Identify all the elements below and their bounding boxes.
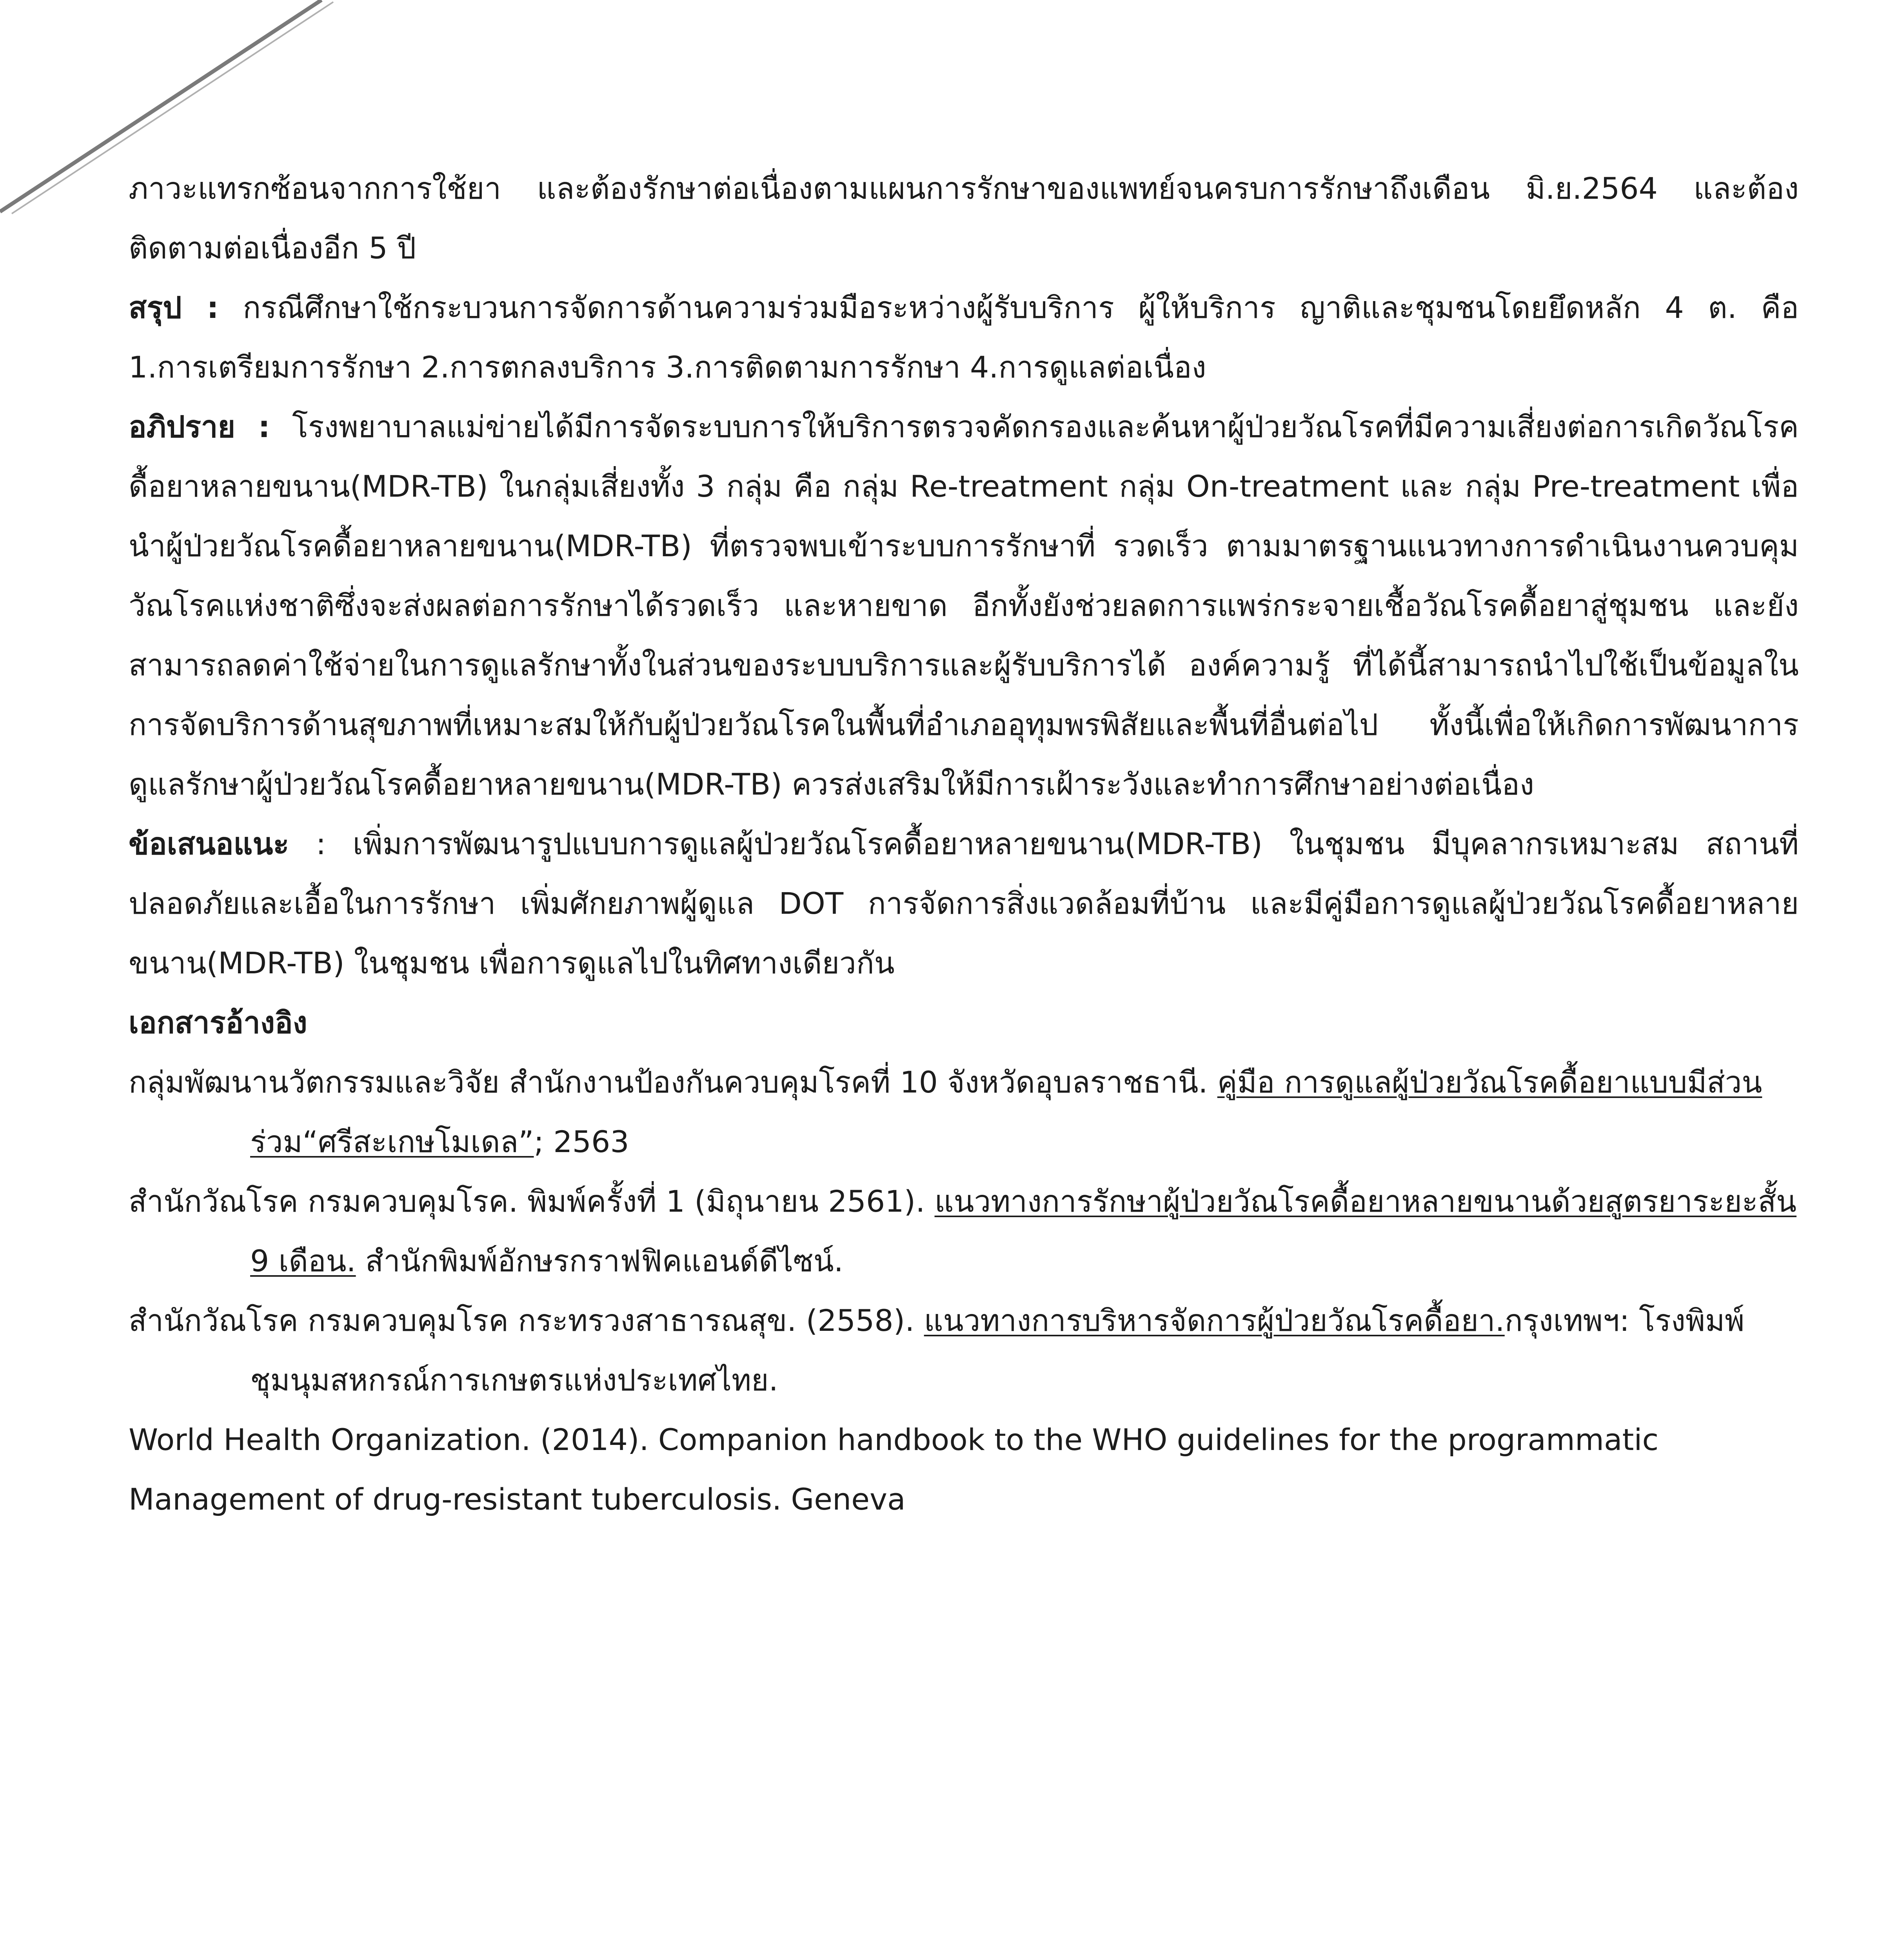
references-heading: เอกสารอ้างอิง (129, 1005, 307, 1040)
recommendation-label: ข้อเสนอแนะ (129, 826, 289, 861)
reference-pre: กลุ่มพัฒนานวัตกรรมและวิจัย สำนักงานป้องกันควบคุมโรคที่ 10 จังหวัดอุบลราชธานี. (129, 1065, 1217, 1100)
summary-text: กรณีศึกษาใช้กระบวนการจัดการด้านความร่วมมือระหว่างผู้รับบริการ ผู้ให้บริการ ญาติและชุมชนโดยยึดหลัก 4 ต. คือ 1.การเตรียมการรักษา 2.การตกลงบริการ 3.การติดตามการรักษา 4.การดูแลต่อเนื่อง (129, 290, 1799, 385)
recommendation-text: : เพิ่มการพัฒนารูปแบบการดูแลผู้ป่วยวัณโรคดื้อยาหลายขนาน(MDR-TB) ในชุมชน มีบุคลากรเหมาะสม สถานที่ปลอดภัยและเอื้อในการรักษา เพิ่มศักยภาพผู้ดูแล DOT การจัดการสิ่งแวดล้อมที่บ้าน และมีคู่มือการดูแลผู้ป่วยวัณโรคดื้อยาหลายขนาน(MDR-TB) ในชุมชน เพื่อการดูแลไปในทิศทางเดียวกัน (129, 826, 1799, 980)
discussion-text: โรงพยาบาลแม่ข่ายได้มีการจัดระบบการให้บริการตรวจคัดกรองและค้นหาผู้ป่วยวัณโรคที่มีความเสี่ยงต่อการเกิดวัณโรคดื้อยาหลายขนาน(MDR-TB) ในกลุ่มเสี่ยงทั้ง 3 กลุ่ม คือ กลุ่ม Re-treatment กลุ่ม On-treatment และ กลุ่ม Pre-treatment เพื่อนำผู้ป่วยวัณโรคดื้อยาหลายขนาน(MDR-TB) ที่ตรวจพบเข้าระบบการรักษาที่ รวดเร็ว ตามมาตรฐานแนวทางการดำเนินงานควบคุมวัณโรคแห่งชาติซึ่งจะส่งผลต่อการรักษาได้รวดเร็ว และหายขาด อีกทั้งยังช่วยลดการแพร่กระจายเชื้อวัณโรคดื้อยาสู่ชุมชน และยังสามารถลดค่าใช้จ่ายในการดูแลรักษาทั้งในส่วนของระบบบริการและผู้รับบริการได้ องค์ความรู้ ที่ได้นี้สามารถนำไปใช้เป็นข้อมูลในการจัดบริการด้านสุขภาพที่เหมาะสมให้กับผู้ป่วยวัณโรคในพื้นที่อำเภออุทุมพรพิสัยและพื้นที่อื่นต่อไป ทั้งนี้เพื่อให้เกิดการพัฒนาการดูแลรักษาผู้ป่วยวัณโรคดื้อยาหลายขนาน(MDR-TB) ควรส่งเสริมให้มีการเฝ้าระวังและทำการศึกษาอย่างต่อเนื่อง (129, 409, 1799, 802)
reference-title: แนวทางการบริหารจัดการผู้ป่วยวัณโรคดื้อยา. (924, 1303, 1505, 1338)
recommendation-paragraph (129, 814, 1799, 993)
reference-english-line-1: World Health Organization. (2014). Companion handbook to the WHO guidelines for the programmatic (129, 1422, 1659, 1457)
summary-paragraph (129, 278, 1799, 397)
intro-paragraph: ภาวะแทรกซ้อนจากการใช้ยา และต้องรักษาต่อเนื่องตามแผนการรักษาของแพทย์จนครบการรักษาถึงเดือน มิ.ย.2564 และต้องติดตามต่อเนื่องอีก 5 ปี (129, 171, 1799, 265)
reference-item (129, 1053, 1799, 1172)
reference-item (129, 1291, 1799, 1410)
document-body (129, 159, 1799, 1529)
reference-post: ; 2563 (534, 1124, 629, 1159)
reference-title: แนวทางการรักษาผู้ป่วยวัณโรคดื้อยาหลายขนานด้วยสูตรยาระยะสั้น 9 เดือน. (250, 1184, 1797, 1278)
reference-post: กรุงเทพฯ: โรงพิมพ์ชุมนุมสหกรณ์การเกษตรแห่งประเทศไทย. (250, 1303, 1745, 1397)
reference-title: คู่มือ การดูแลผู้ป่วยวัณโรคดื้อยาแบบมีส่วนร่วม“ศรีสะเกษโมเดล” (250, 1065, 1762, 1159)
summary-label: สรุป : (129, 290, 219, 325)
reference-pre: สำนักวัณโรค กรมควบคุมโรค. พิมพ์ครั้งที่ 1 (มิถุนายน 2561). (129, 1184, 935, 1219)
reference-post: สำนักพิมพ์อักษรกราฟฟิคแอนด์ดีไซน์. (356, 1243, 843, 1278)
discussion-paragraph (129, 397, 1799, 814)
reference-english-line-2: Management of drug-resistant tuberculosis. Geneva (129, 1482, 906, 1517)
reference-pre: สำนักวัณโรค กรมควบคุมโรค กระทรวงสาธารณสุข. (2558). (129, 1303, 924, 1338)
discussion-label: อภิปราย : (129, 409, 270, 444)
reference-item (129, 1172, 1799, 1291)
